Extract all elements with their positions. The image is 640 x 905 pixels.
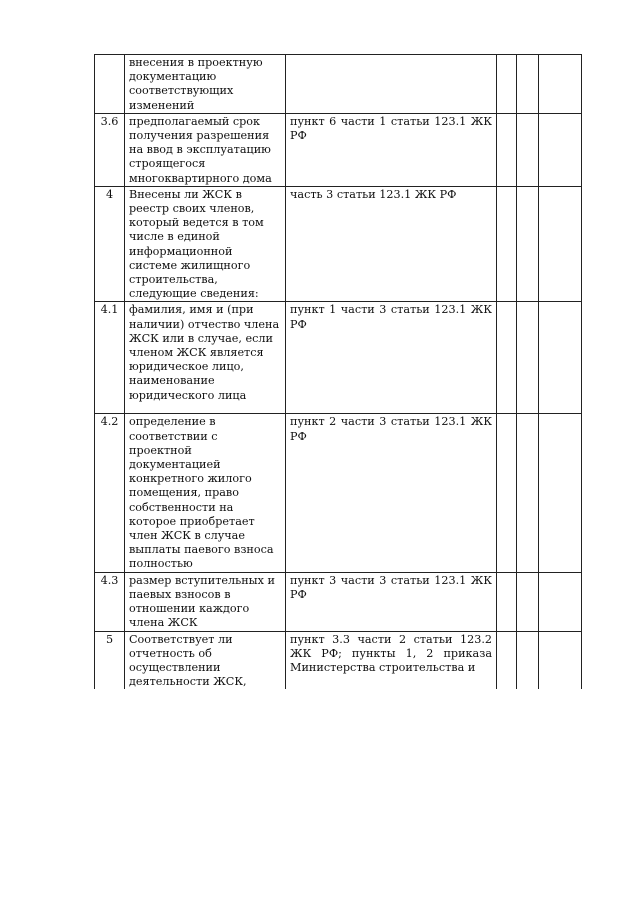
row-number: 5 bbox=[95, 631, 125, 689]
row-question: Соответствует ли отчетность об осуществлении деятельности ЖСК, bbox=[125, 631, 286, 689]
table-row bbox=[95, 414, 582, 572]
row-question: внесения в проектную документацию соответствующих изменений bbox=[125, 55, 286, 114]
row-number: 4.3 bbox=[95, 572, 125, 631]
answer-cell-no bbox=[517, 302, 539, 414]
row-number bbox=[95, 55, 125, 114]
answer-cell-no bbox=[517, 631, 539, 689]
answer-cell-note bbox=[539, 414, 582, 572]
table-row bbox=[95, 631, 582, 689]
answer-cell-no bbox=[517, 414, 539, 572]
row-number: 4.1 bbox=[95, 302, 125, 414]
answer-cell-yes bbox=[497, 572, 517, 631]
row-question: фамилия, имя и (при наличии) отчество члена ЖСК или в случае, если членом ЖСК является юридическое лицо, наименование юридического лица bbox=[125, 302, 286, 414]
answer-cell-note bbox=[539, 631, 582, 689]
row-requirement: пункт 1 части 3 статьи 123.1 ЖК РФ bbox=[286, 302, 497, 414]
answer-cell-yes bbox=[497, 186, 517, 302]
answer-cell-note bbox=[539, 113, 582, 186]
answer-cell-no bbox=[517, 55, 539, 114]
row-number: 4.2 bbox=[95, 414, 125, 572]
answer-cell-yes bbox=[497, 414, 517, 572]
row-question: Внесены ли ЖСК в реестр своих членов, который ведется в том числе в единой информационной системе жилищного строительства, следующие сведения: bbox=[125, 186, 286, 302]
row-requirement: пункт 2 части 3 статьи 123.1 ЖК РФ bbox=[286, 414, 497, 572]
answer-cell-note bbox=[539, 572, 582, 631]
table-row bbox=[95, 113, 582, 186]
row-question: предполагаемый срок получения разрешения на ввод в эксплуатацию строящегося многоквартирного дома bbox=[125, 113, 286, 186]
answer-cell-yes bbox=[497, 113, 517, 186]
row-number: 3.6 bbox=[95, 113, 125, 186]
answer-cell-note bbox=[539, 302, 582, 414]
row-requirement: пункт 3 части 3 статьи 123.1 ЖК РФ bbox=[286, 572, 497, 631]
answer-cell-yes bbox=[497, 55, 517, 114]
table-row bbox=[95, 55, 582, 114]
table-row bbox=[95, 186, 582, 302]
answer-cell-no bbox=[517, 572, 539, 631]
row-question: определение в соответствии с проектной документацией конкретного жилого помещения, право собственности на которое приобретает член ЖСК в случае выплаты паевого взноса полностью bbox=[125, 414, 286, 572]
table-row bbox=[95, 572, 582, 631]
answer-cell-yes bbox=[497, 631, 517, 689]
answer-cell-note bbox=[539, 186, 582, 302]
answer-cell-no bbox=[517, 113, 539, 186]
answer-cell-yes bbox=[497, 302, 517, 414]
row-requirement: пункт 6 части 1 статьи 123.1 ЖК РФ bbox=[286, 113, 497, 186]
row-requirement: пункт 3.3 части 2 статьи 123.2 ЖК РФ; пункты 1, 2 приказа Министерства строительства и bbox=[286, 631, 497, 689]
answer-cell-note bbox=[539, 55, 582, 114]
table-row bbox=[95, 302, 582, 414]
row-requirement: часть 3 статьи 123.1 ЖК РФ bbox=[286, 186, 497, 302]
row-number: 4 bbox=[95, 186, 125, 302]
answer-cell-no bbox=[517, 186, 539, 302]
row-requirement bbox=[286, 55, 497, 114]
checklist-table bbox=[94, 54, 582, 689]
row-question: размер вступительных и паевых взносов в отношении каждого члена ЖСК bbox=[125, 572, 286, 631]
